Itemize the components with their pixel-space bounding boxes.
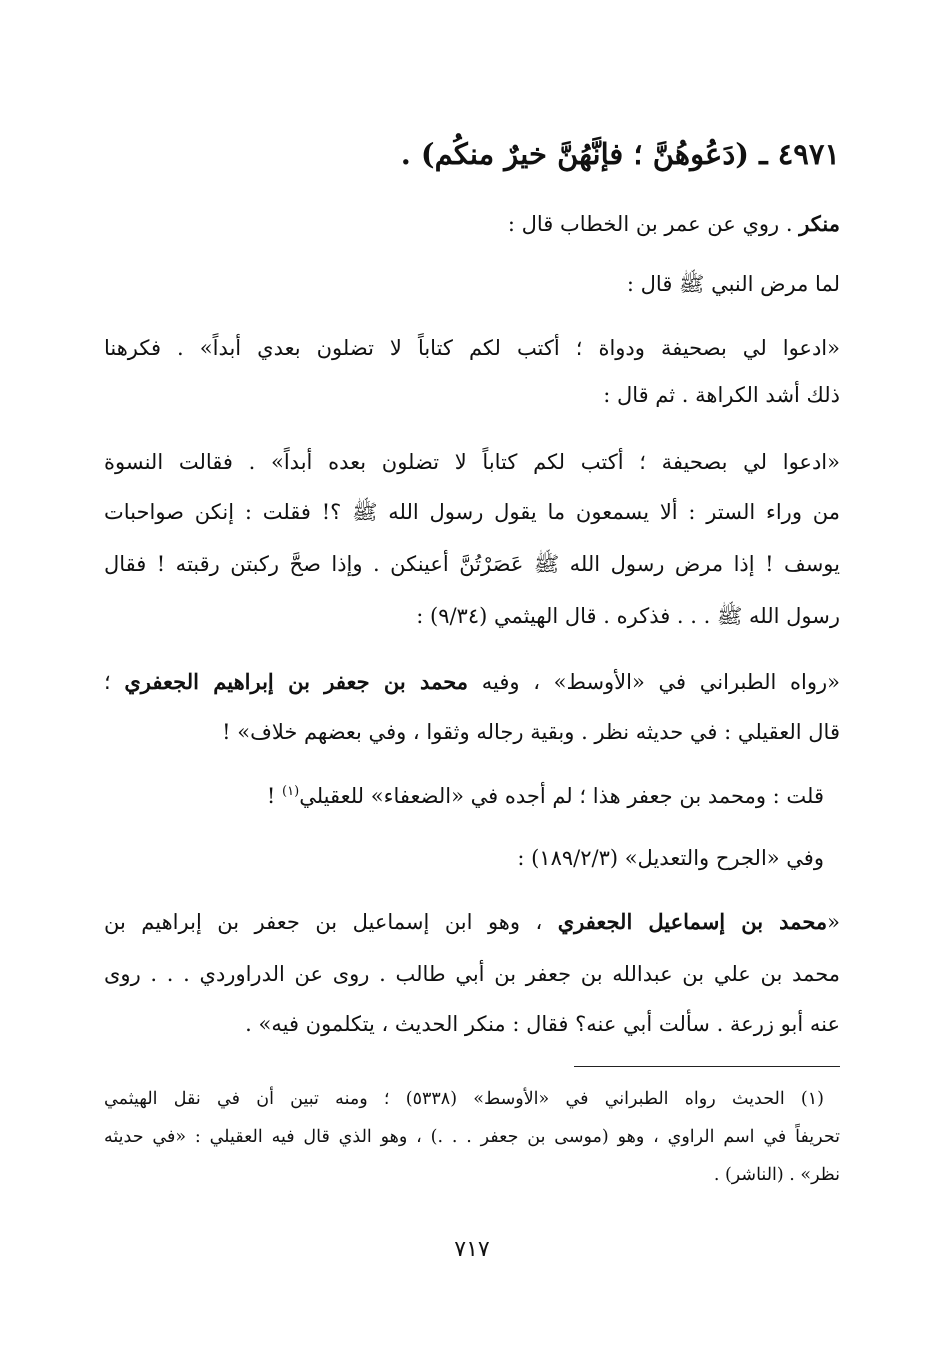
grade-rest: . روي عن عمر بن الخطاب قال :	[507, 212, 800, 236]
note-end: !	[266, 784, 283, 808]
quote-1-line-2: قال العقيلي : في حديثه نظر . وبقية رجاله وثقوا ، وفي بعضهم خلاف» !	[222, 720, 840, 744]
quote-2-rest: ، وهو ابن إسماعيل بن جعفر بن إبراهيم بن	[104, 910, 558, 934]
source-line: وفي «الجرح والتعديل» (١٨٩/٢/٣) :	[517, 846, 824, 870]
paragraph-1-line-2: ذلك أشد الكراهة . ثم قال :	[603, 383, 840, 407]
paragraph-1-line-1: «ادعوا لي بصحيفة ودواة ؛ أكتب لكم كتاباً لا تضلون بعدي أبداً» . فكرهنا	[104, 336, 840, 360]
footnote-ref[interactable]: (١)	[282, 784, 300, 799]
quote-1-post: ؛	[104, 670, 125, 694]
footnote-line-3: نظر» . (الناشر) .	[713, 1165, 840, 1185]
grade-word: منكر	[799, 211, 840, 236]
narrator-name: محمد بن جعفر بن إبراهيم الجعفري	[124, 669, 469, 694]
quote-2-line-3: عنه أبو زرعة . سألت أبي عنه؟ فقال : منكر الحديث ، يتكلمون فيه» .	[245, 1012, 840, 1036]
quote-1-pre: «رواه الطبراني في «الأوسط» ، وفيه	[468, 670, 840, 694]
footnote-line-2: تحريفاً في اسم الراوي ، وهو (موسى بن جعفر . . .) ، وهو الذي قال فيه العقيلي : «في حديثه	[104, 1127, 840, 1147]
grade-line	[508, 206, 840, 242]
quote-2-line-2: محمد بن علي بن عبدالله بن جعفر بن أبي طالب . روى عن الدراوردي . . . روى	[104, 962, 840, 986]
quote-2-line-1	[104, 904, 840, 940]
paragraph-2-line-2: من وراء الستر : ألا يسمعون ما يقول رسول الله ﷺ ؟! فقلت : إنكن صواحبات	[104, 500, 840, 524]
note-line	[267, 774, 824, 814]
footnote-divider	[574, 1066, 840, 1067]
page-number: ٧١٧	[454, 1237, 490, 1262]
intro-line: لما مرض النبي ﷺ قال :	[626, 272, 840, 296]
paragraph-2-line-4: رسول الله ﷺ . . . فذكره . قال الهيثمي (٩/٣٤) :	[416, 604, 840, 628]
page	[104, 0, 840, 1362]
quote-2-open: «	[827, 910, 840, 934]
paragraph-2-line-1: «ادعوا لي بصحيفة ؛ أكتب لكم كتاباً لا تضلون بعده أبداً» . فقالت النسوة	[104, 450, 840, 474]
quote-1-line-1	[104, 664, 840, 700]
footnote-line-1: (١) الحديث رواه الطبراني في «الأوسط» (٥٣٣٨) ؛ ومنه تبين أن في نقل الهيثمي	[104, 1089, 824, 1109]
narrator-name-2: محمد بن إسماعيل الجعفري	[557, 909, 828, 934]
hadith-heading: ٤٩٧١ ـ (دَعُوهُنَّ ؛ فإنَّهُنَّ خيرٌ منكُم) .	[400, 137, 840, 171]
paragraph-2-line-3: يوسف ! إذا مرض رسول الله ﷺ عَصَرْتُنَّ أعينكن . وإذا صحَّ ركبتن رقبته ! فقال	[104, 552, 840, 576]
note-text: قلت : ومحمد بن جعفر هذا ؛ لم أجده في «الضعفاء» للعقيلي	[299, 784, 824, 808]
